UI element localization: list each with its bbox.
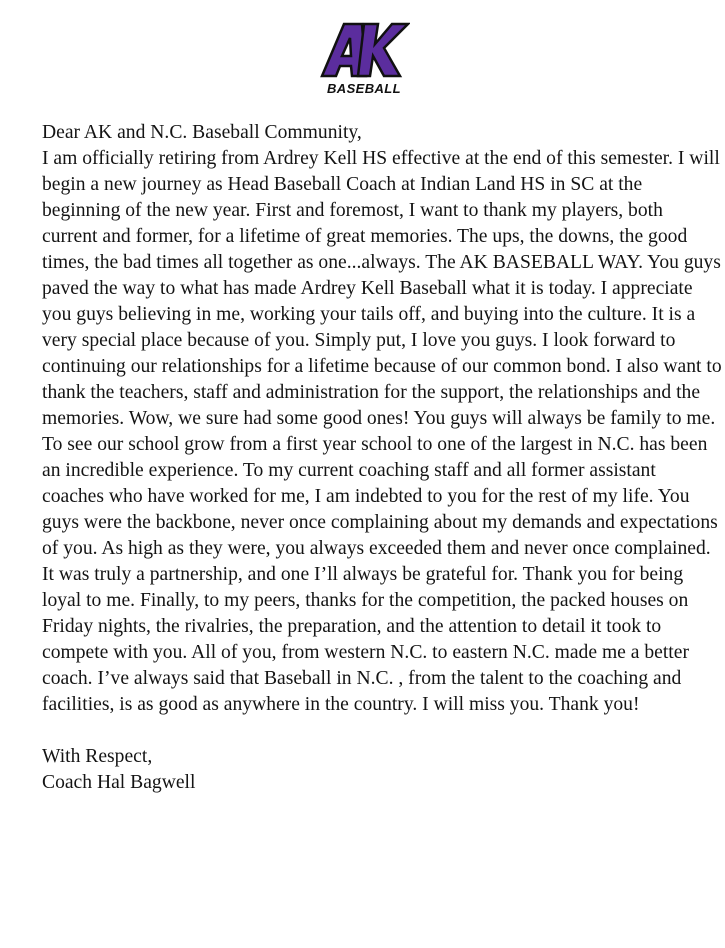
letter — [42, 120, 722, 796]
logo-caption: BASEBALL — [327, 81, 401, 96]
ak-baseball-logo — [318, 20, 410, 96]
letter-body: I am officially retiring from Ardrey Kell HS effective at the end of this semester. I will begin a new journey as Head Baseball Coach at Indian Land HS in SC at the beginning of the new year. First and foremost, I want to thank my players, both current and former, for a lifetime of great memories. The ups, the downs, the good times, the bad times all together as one...always. The AK BASEBALL WAY. You guys paved the way to what has made Ardrey Kell Baseball what it is today. I appreciate you guys believing in me, working your tails off, and buying into the culture. It is a very special place because of you. Simply put, I love you guys. I look forward to continuing our relationships for a lifetime because of our common bond. I also want to thank the teachers, staff and administration for the support, the relationships and the memories. Wow, we sure had some good ones! You guys will always be family to me. To see our school grow from a first year school to one of the largest in N.C. has been an incredible experience. To my current coaching staff and all former assistant coaches who have worked for me, I am indebted to you for the rest of my life. You guys were the backbone, never once complaining about my demands and expectations of you. As high as they were, you always exceeded them and never once complained. It was truly a partnership, and one I’ll always be grateful for. Thank you for being loyal to me. Finally, to my peers, thanks for the competition, the packed houses on Friday nights, the rivalries, the preparation, and the attention to detail it took to compete with you. All of you, from western N.C. to eastern N.C. made me a better coach. I’ve always said that Baseball in N.C. , from the talent to the coaching and facilities, is as good as anywhere in the country. I will miss you. Thank you! — [42, 148, 722, 715]
ak-monogram-icon — [318, 20, 410, 80]
closing: With Respect, — [42, 746, 153, 767]
signature: Coach Hal Bagwell — [42, 772, 196, 793]
salutation: Dear AK and N.C. Baseball Community, — [42, 122, 362, 143]
